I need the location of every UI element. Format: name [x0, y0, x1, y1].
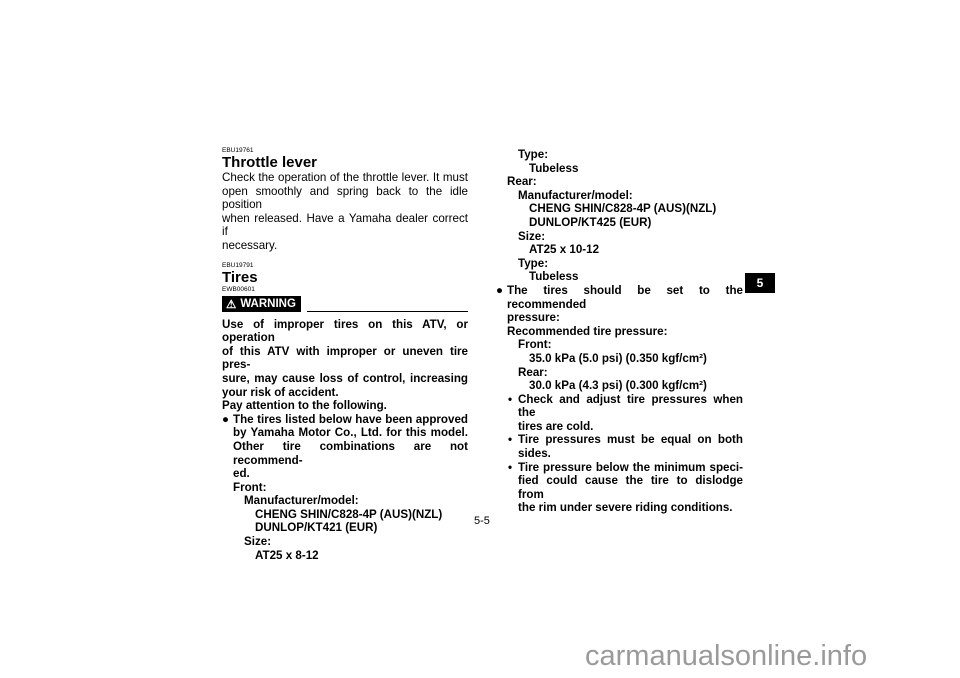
- bullet-icon: •: [508, 433, 513, 447]
- section-heading-tires: Tires: [222, 268, 258, 286]
- sub-bullet-item: [507, 433, 743, 460]
- text-line: DUNLOP/KT425 (EUR): [529, 215, 652, 229]
- text-line: AT25 x 10-12: [529, 243, 600, 257]
- text-line: fied could cause the tire to dislodge from: [518, 474, 743, 501]
- text-line: Size:: [244, 535, 272, 549]
- bullet-icon: •: [508, 392, 513, 406]
- text-line: pressure:: [507, 311, 560, 325]
- text-line: Type:: [518, 256, 549, 270]
- warning-label: WARNING: [240, 297, 296, 310]
- section-code: EBU19791: [222, 261, 254, 269]
- right-column: [496, 148, 743, 515]
- text-line: Manufacturer/model:: [518, 188, 633, 202]
- bullet-icon: •: [508, 460, 513, 474]
- divider: [307, 311, 468, 312]
- text-line: The tires should be set to the recommended: [507, 283, 743, 311]
- chapter-tab: 5: [745, 273, 775, 293]
- text-line: open smoothly and spring back to the idle position: [222, 184, 468, 212]
- text-line: CHENG SHIN/C828-4P (AUS)(NZL): [529, 202, 717, 216]
- text-line: Other tire combinations are not recommend-: [233, 439, 468, 467]
- text-line: Size:: [518, 229, 546, 243]
- text-line: the rim under severe riding conditions.: [518, 501, 733, 515]
- text-line: Tubeless: [529, 161, 579, 175]
- text-line: Pay attention to the following.: [222, 399, 387, 413]
- section-code: EBU19761: [222, 147, 254, 154]
- text-line: Check and adjust tire pressures when the: [518, 392, 743, 420]
- text-line: 35.0 kPa (5.0 psi) (0.350 kgf/cm²): [529, 351, 707, 365]
- bullet-icon: ●: [222, 412, 230, 426]
- text-line: of this ATV with improper or uneven tire pres-: [222, 344, 468, 372]
- text-line: DUNLOP/KT421 (EUR): [255, 521, 378, 535]
- watermark: carmanualsonline.info: [585, 640, 868, 672]
- text-line: Front:: [233, 480, 267, 494]
- bullet-icon: ●: [496, 283, 504, 297]
- text-line: Tubeless: [529, 270, 579, 284]
- text-line: sure, may cause loss of control, increasing: [222, 371, 468, 385]
- warning-triangle-icon: ⚠: [226, 298, 237, 311]
- page-number: 5-5: [474, 515, 490, 527]
- left-column: [222, 147, 468, 562]
- text-line: by Yamaha Motor Co., Ltd. for this model.: [233, 426, 468, 440]
- text-line: Type:: [518, 148, 549, 161]
- sub-bullet-item: [507, 393, 743, 434]
- text-line: Manufacturer/model:: [244, 494, 359, 508]
- bullet-item: [222, 413, 468, 481]
- text-line: Check the operation of the throttle lever. It must: [222, 171, 468, 184]
- section-heading-throttle: Throttle lever: [222, 154, 318, 171]
- warning-banner: [222, 296, 468, 312]
- sub-bullet-item: [507, 461, 743, 515]
- text-line: sides.: [518, 447, 551, 461]
- text-line: Front:: [518, 338, 552, 352]
- text-line: Tire pressure below the minimum speci-: [518, 460, 743, 474]
- warning-code: EWB00601: [222, 285, 255, 293]
- text-line: Tire pressures must be equal on both: [518, 433, 743, 447]
- bullet-item: [496, 284, 743, 325]
- text-line: Use of improper tires on this ATV, or operation: [222, 317, 468, 345]
- text-line: ed.: [233, 467, 250, 481]
- text-line: when released. Have a Yamaha dealer correct if: [222, 211, 468, 239]
- text-line: AT25 x 8-12: [255, 548, 319, 562]
- text-line: 30.0 kPa (4.3 psi) (0.300 kgf/cm²): [529, 379, 707, 393]
- text-line: Rear:: [518, 365, 548, 379]
- text-line: CHENG SHIN/C828-4P (AUS)(NZL): [255, 507, 443, 521]
- text-line: Recommended tire pressure:: [507, 324, 668, 338]
- text-line: your risk of accident.: [222, 385, 339, 399]
- text-line: necessary.: [222, 238, 278, 252]
- text-line: tires are cold.: [518, 419, 594, 433]
- text-line: The tires listed below have been approved: [233, 412, 468, 426]
- text-line: Rear:: [507, 175, 537, 189]
